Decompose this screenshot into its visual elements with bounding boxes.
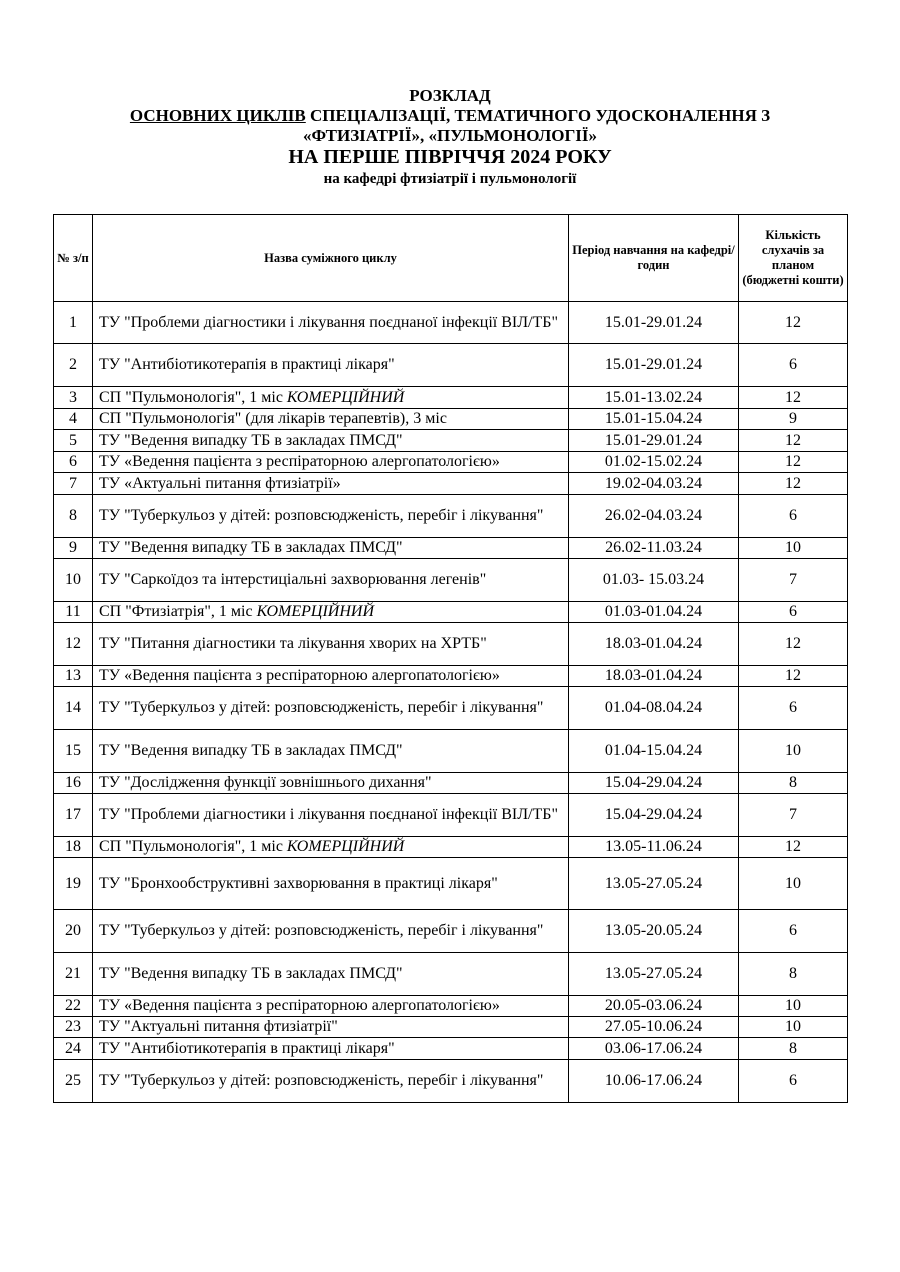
course-name xyxy=(93,730,569,773)
student-count: 12 xyxy=(739,387,848,409)
course-name-text: ТУ «Ведення пацієнта з респіраторною алергопатологією» xyxy=(99,453,500,470)
row-number: 11 xyxy=(54,602,93,623)
course-name xyxy=(93,858,569,910)
doc-subtitle-line xyxy=(0,106,900,126)
row-number: 10 xyxy=(54,559,93,602)
schedule-table xyxy=(53,214,848,1103)
training-period: 15.04-29.04.24 xyxy=(569,794,739,837)
student-count: 6 xyxy=(739,344,848,387)
course-name-text: ТУ «Ведення пацієнта з респіраторною алергопатологією» xyxy=(99,667,500,684)
course-name-text: ТУ "Антибіотикотерапія в практиці лікаря" xyxy=(99,1039,395,1057)
course-name xyxy=(93,910,569,953)
row-number: 2 xyxy=(54,344,93,387)
course-name xyxy=(93,687,569,730)
row-number: 24 xyxy=(54,1038,93,1060)
row-number: 19 xyxy=(54,858,93,910)
col-header-period: Період навчання на кафедрі/годин xyxy=(569,215,739,302)
row-number: 15 xyxy=(54,730,93,773)
course-name xyxy=(93,302,569,344)
course-name xyxy=(93,953,569,996)
training-period: 20.05-03.06.24 xyxy=(569,996,739,1017)
course-name xyxy=(93,559,569,602)
table-row xyxy=(54,473,848,495)
student-count: 12 xyxy=(739,430,848,452)
student-count: 12 xyxy=(739,623,848,666)
student-count: 10 xyxy=(739,730,848,773)
course-name xyxy=(93,623,569,666)
course-name-text: СП "Пульмонологія", 1 міс xyxy=(99,838,287,855)
training-period: 19.02-04.03.24 xyxy=(569,473,739,495)
course-name-text: СП "Пульмонологія", 1 міс xyxy=(99,388,287,406)
col-header-number: № з/п xyxy=(54,215,93,302)
table-row xyxy=(54,910,848,953)
course-name-text: ТУ "Ведення випадку ТБ в закладах ПМСД" xyxy=(99,431,403,449)
training-period: 18.03-01.04.24 xyxy=(569,666,739,687)
table-row xyxy=(54,858,848,910)
student-count: 10 xyxy=(739,858,848,910)
student-count: 8 xyxy=(739,773,848,794)
table-row xyxy=(54,538,848,559)
course-name-text: ТУ «Актуальні питання фтизіатрії» xyxy=(99,474,341,492)
table-row xyxy=(54,773,848,794)
table-row xyxy=(54,1060,848,1103)
commercial-label: КОМЕРЦІЙНИЙ xyxy=(286,838,405,855)
col-header-count: Кількість слухачів за планом (бюджетні кошти) xyxy=(739,215,848,302)
table-row xyxy=(54,495,848,538)
course-name-text: ТУ "Антибіотикотерапія в практиці лікаря" xyxy=(99,356,395,373)
table-row xyxy=(54,344,848,387)
department-line: на кафедрі фтизіатрії і пульмонології xyxy=(323,171,577,187)
row-number: 4 xyxy=(54,409,93,430)
table-row xyxy=(54,602,848,623)
training-period: 15.01-29.01.24 xyxy=(569,302,739,344)
course-name xyxy=(93,666,569,687)
row-number: 6 xyxy=(54,452,93,473)
course-name xyxy=(93,387,569,409)
course-name xyxy=(93,1060,569,1103)
row-number: 16 xyxy=(54,773,93,794)
training-period: 13.05-20.05.24 xyxy=(569,910,739,953)
training-period: 13.05-27.05.24 xyxy=(569,953,739,996)
table-row xyxy=(54,730,848,773)
course-name xyxy=(93,344,569,387)
table-header-row xyxy=(54,215,848,302)
row-number: 22 xyxy=(54,996,93,1017)
table-row xyxy=(54,430,848,452)
training-period: 10.06-17.06.24 xyxy=(569,1060,739,1103)
course-name-text: ТУ "Питання діагностики та лікування хворих на ХРТБ" xyxy=(99,635,487,652)
table-row xyxy=(54,687,848,730)
row-number: 23 xyxy=(54,1017,93,1038)
course-name-text: ТУ «Ведення пацієнта з респіраторною алергопатологією» xyxy=(99,997,500,1014)
student-count: 7 xyxy=(739,794,848,837)
commercial-label: КОМЕРЦІЙНИЙ xyxy=(256,603,375,620)
training-period: 13.05-27.05.24 xyxy=(569,858,739,910)
training-period: 01.04-08.04.24 xyxy=(569,687,739,730)
table-row xyxy=(54,666,848,687)
row-number: 12 xyxy=(54,623,93,666)
training-period: 01.04-15.04.24 xyxy=(569,730,739,773)
course-name-text: ТУ "Ведення випадку ТБ в закладах ПМСД" xyxy=(99,965,403,982)
row-number: 20 xyxy=(54,910,93,953)
row-number: 9 xyxy=(54,538,93,559)
table-row xyxy=(54,1038,848,1060)
course-name-text: СП "Пульмонологія" (для лікарів терапевтів), 3 міс xyxy=(99,410,447,427)
table-row xyxy=(54,623,848,666)
row-number: 5 xyxy=(54,430,93,452)
row-number: 21 xyxy=(54,953,93,996)
course-name-text: ТУ "Туберкульоз у дітей: розповсюдженість, перебіг і лікування" xyxy=(99,1072,544,1089)
course-name-text: ТУ "Актуальні питання фтизіатрії" xyxy=(99,1018,338,1035)
table-row xyxy=(54,794,848,837)
row-number: 17 xyxy=(54,794,93,837)
student-count: 12 xyxy=(739,666,848,687)
course-name xyxy=(93,1038,569,1060)
course-name-text: ТУ "Ведення випадку ТБ в закладах ПМСД" xyxy=(99,539,403,556)
course-name xyxy=(93,430,569,452)
training-period: 03.06-17.06.24 xyxy=(569,1038,739,1060)
col-header-name: Назва суміжного циклу xyxy=(93,215,569,302)
training-period: 13.05-11.06.24 xyxy=(569,837,739,858)
course-name-text: ТУ "Проблеми діагностики і лікування поєднаної інфекції ВІЛ/ТБ" xyxy=(99,806,558,823)
row-number: 7 xyxy=(54,473,93,495)
training-period: 15.04-29.04.24 xyxy=(569,773,739,794)
subtitle-rest: СПЕЦІАЛІЗАЦІЇ, ТЕМАТИЧНОГО УДОСКОНАЛЕННЯ З xyxy=(305,106,771,125)
course-name-text: ТУ "Бронхообструктивні захворювання в практиці лікаря" xyxy=(99,874,498,892)
student-count: 10 xyxy=(739,1017,848,1038)
table-row xyxy=(54,409,848,430)
table-row xyxy=(54,452,848,473)
table-row xyxy=(54,1017,848,1038)
course-name-text: ТУ "Ведення випадку ТБ в закладах ПМСД" xyxy=(99,742,403,759)
document-header xyxy=(0,86,900,189)
table-row xyxy=(54,559,848,602)
course-name xyxy=(93,773,569,794)
student-count: 6 xyxy=(739,910,848,953)
student-count: 12 xyxy=(739,452,848,473)
course-name-text: ТУ "Туберкульоз у дітей: розповсюдженість, перебіг і лікування" xyxy=(99,507,544,524)
student-count: 6 xyxy=(739,602,848,623)
course-name xyxy=(93,837,569,858)
course-name xyxy=(93,538,569,559)
training-period: 27.05-10.06.24 xyxy=(569,1017,739,1038)
training-period: 01.03-01.04.24 xyxy=(569,602,739,623)
table-row xyxy=(54,996,848,1017)
row-number: 25 xyxy=(54,1060,93,1103)
row-number: 8 xyxy=(54,495,93,538)
table-row xyxy=(54,837,848,858)
course-name-text: ТУ "Проблеми діагностики і лікування поєднаної інфекції ВІЛ/ТБ" xyxy=(99,313,558,331)
student-count: 10 xyxy=(739,996,848,1017)
course-name-text: ТУ "Туберкульоз у дітей: розповсюдженість, перебіг і лікування" xyxy=(99,922,544,939)
training-period: 01.03- 15.03.24 xyxy=(569,559,739,602)
course-name-text: ТУ "Дослідження функції зовнішнього дихання" xyxy=(99,774,432,791)
student-count: 6 xyxy=(739,1060,848,1103)
student-count: 8 xyxy=(739,953,848,996)
training-period: 26.02-04.03.24 xyxy=(569,495,739,538)
course-name-text: ТУ "Саркоїдоз та інтерстиціальні захворювання легенів" xyxy=(99,571,487,588)
student-count: 9 xyxy=(739,409,848,430)
period-heading: НА ПЕРШЕ ПІВРІЧЧЯ 2024 РОКУ xyxy=(288,146,612,168)
training-period: 15.01-29.01.24 xyxy=(569,344,739,387)
student-count: 10 xyxy=(739,538,848,559)
row-number: 18 xyxy=(54,837,93,858)
row-number: 3 xyxy=(54,387,93,409)
training-period: 15.01-29.01.24 xyxy=(569,430,739,452)
training-period: 15.01-13.02.24 xyxy=(569,387,739,409)
course-name xyxy=(93,473,569,495)
row-number: 13 xyxy=(54,666,93,687)
training-period: 26.02-11.03.24 xyxy=(569,538,739,559)
student-count: 6 xyxy=(739,687,848,730)
row-number: 1 xyxy=(54,302,93,344)
student-count: 12 xyxy=(739,302,848,344)
table-row xyxy=(54,387,848,409)
student-count: 6 xyxy=(739,495,848,538)
student-count: 7 xyxy=(739,559,848,602)
specialties-line: «ФТИЗІАТРІЇ», «ПУЛЬМОНОЛОГІЇ» xyxy=(302,126,598,145)
table-row xyxy=(54,302,848,344)
table-row xyxy=(54,953,848,996)
course-name xyxy=(93,602,569,623)
course-name xyxy=(93,495,569,538)
student-count: 8 xyxy=(739,1038,848,1060)
training-period: 01.02-15.02.24 xyxy=(569,452,739,473)
course-name-text: СП "Фтизіатрія", 1 міс xyxy=(99,603,257,620)
course-name xyxy=(93,996,569,1017)
underlined-phrase: ОСНОВНИХ ЦИКЛІВ xyxy=(129,106,306,125)
course-name xyxy=(93,409,569,430)
course-name xyxy=(93,1017,569,1038)
commercial-label: КОМЕРЦІЙНИЙ xyxy=(286,388,405,406)
training-period: 18.03-01.04.24 xyxy=(569,623,739,666)
training-period: 15.01-15.04.24 xyxy=(569,409,739,430)
row-number: 14 xyxy=(54,687,93,730)
course-name xyxy=(93,452,569,473)
course-name xyxy=(93,794,569,837)
student-count: 12 xyxy=(739,837,848,858)
doc-title: РОЗКЛАД xyxy=(409,86,491,105)
course-name-text: ТУ "Туберкульоз у дітей: розповсюдженість, перебіг і лікування" xyxy=(99,699,544,716)
student-count: 12 xyxy=(739,473,848,495)
